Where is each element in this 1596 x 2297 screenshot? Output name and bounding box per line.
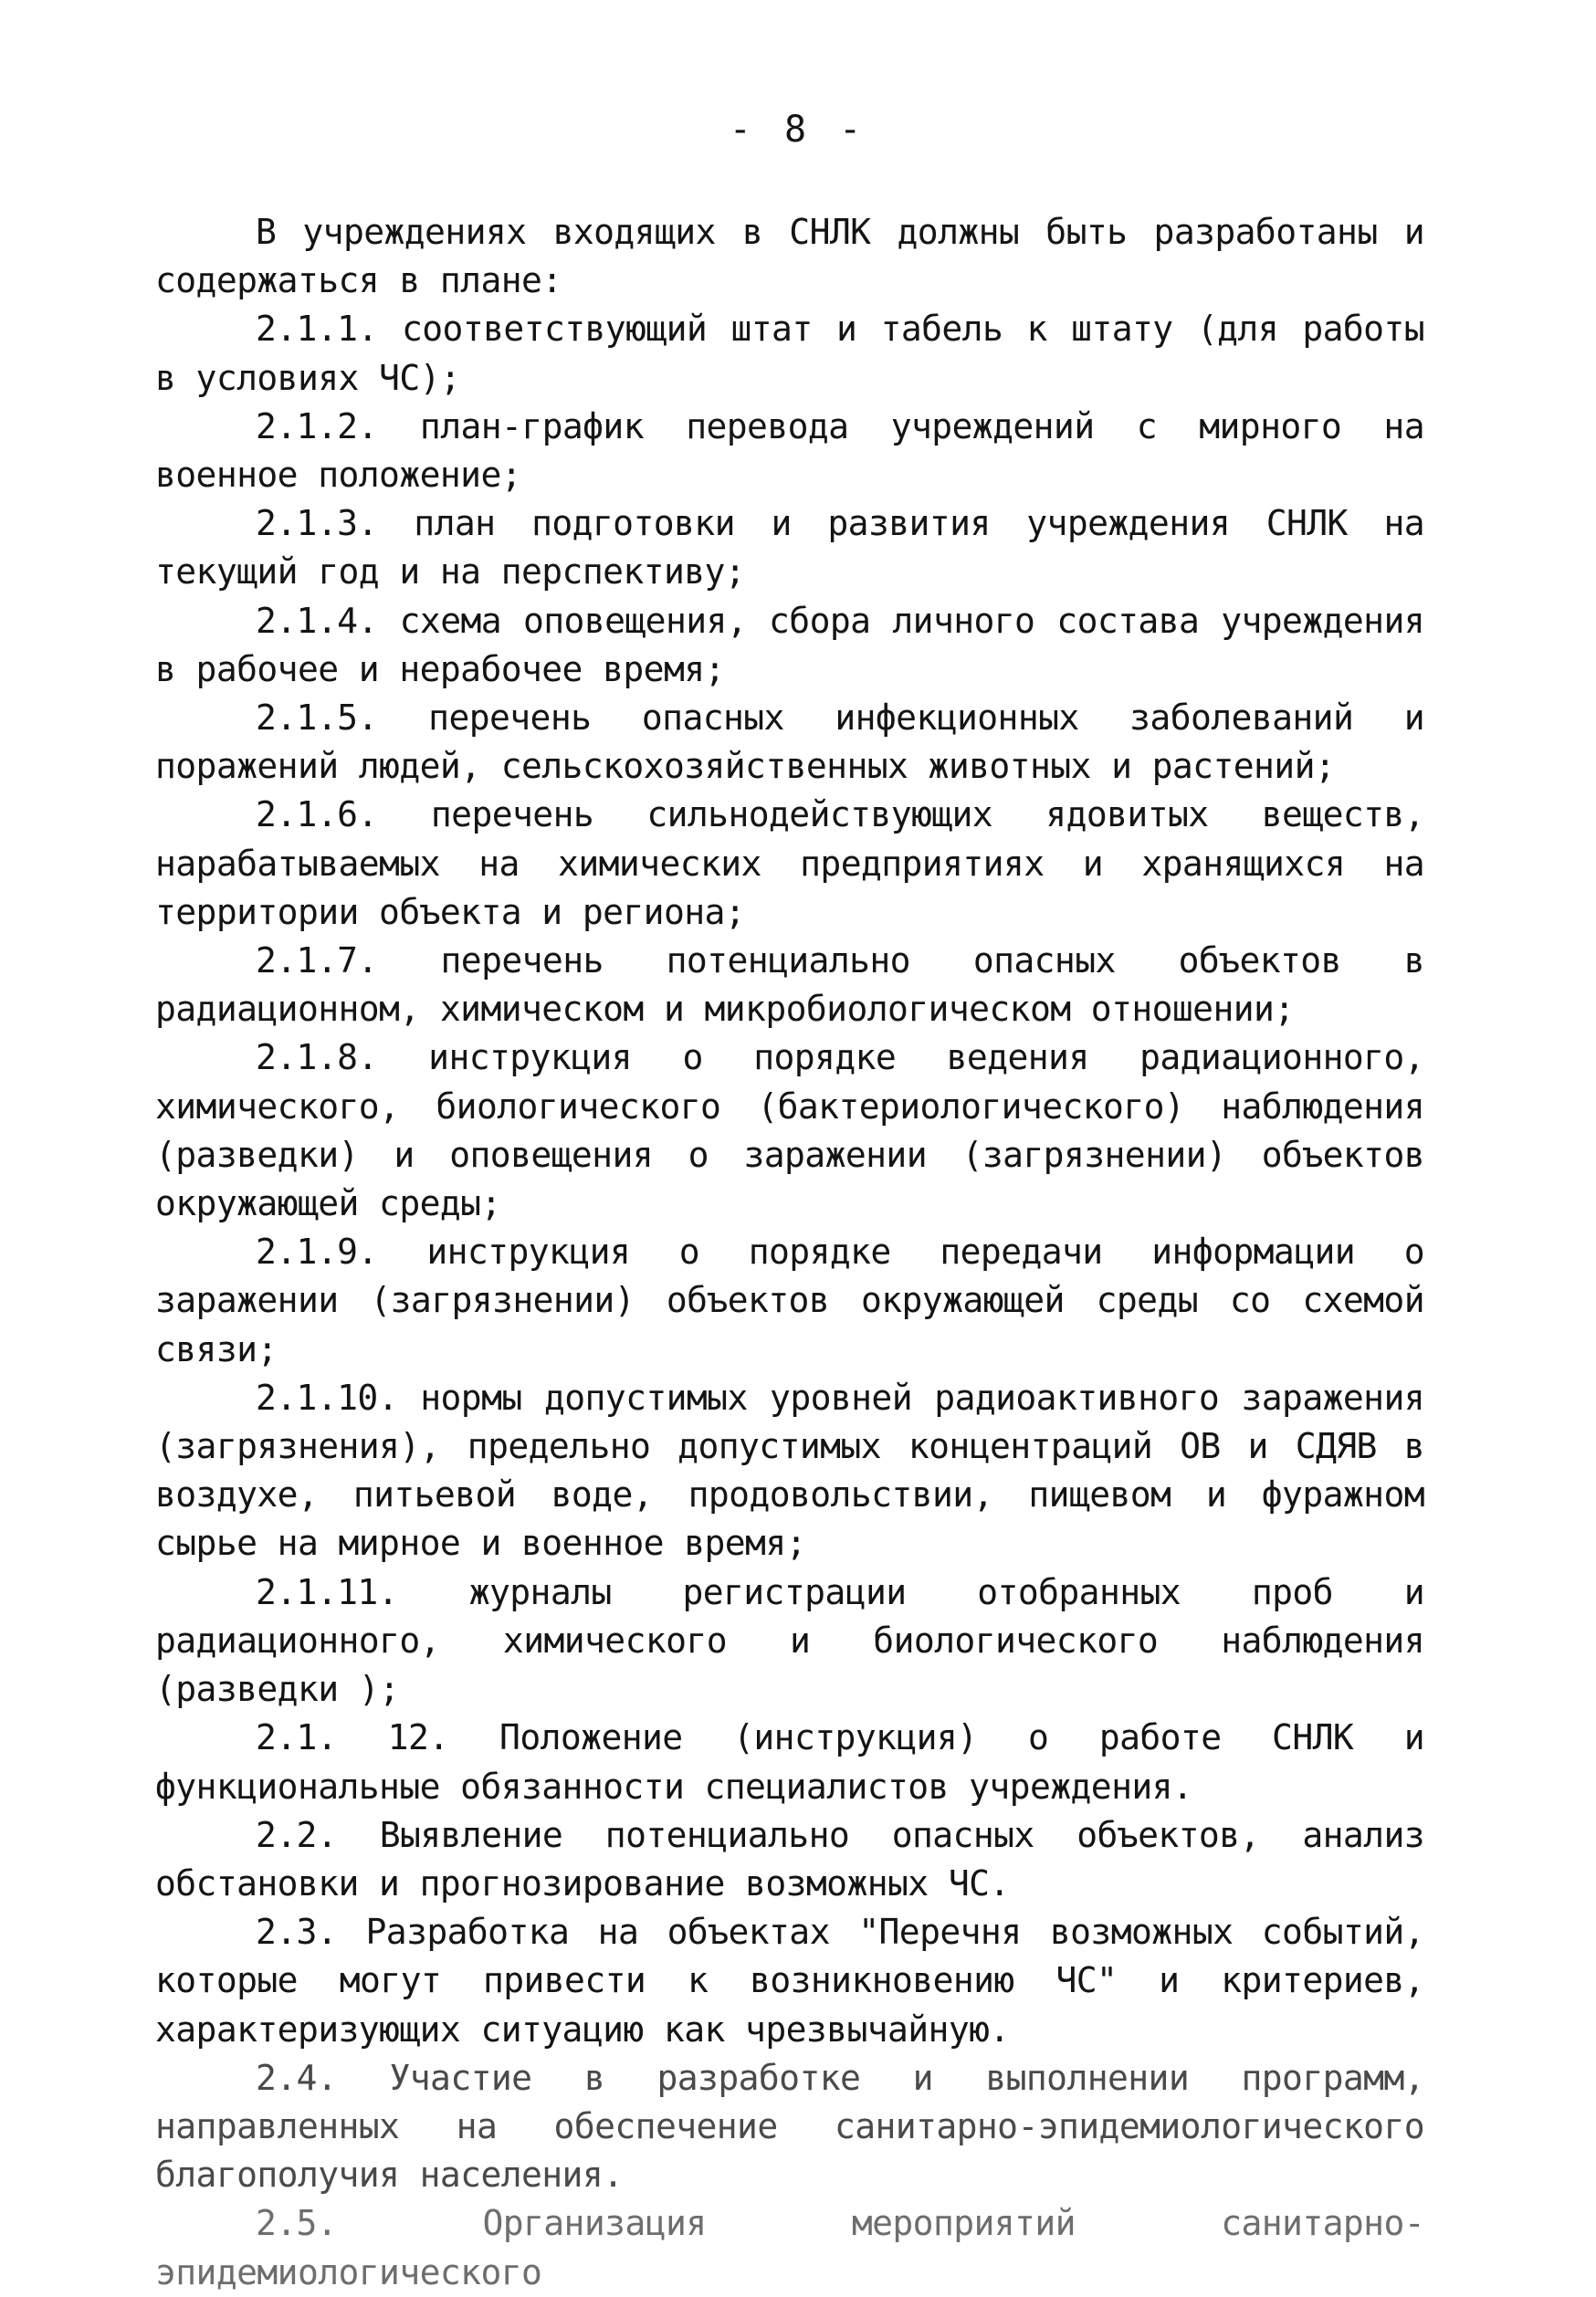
- page-number: - 8 -: [729, 109, 867, 151]
- paragraph-2-1-8: 2.1.8. инструкция о порядке ведения радиационного, химического, биологического (бактериологического) наблюдения (разведки) и оповещения о заражении (загрязнении) объектов окружающей среды;: [155, 1037, 1424, 1224]
- paragraph-intro: В учреждениях входящих в СНЛК должны быть разработаны и содержаться в плане:: [155, 212, 1424, 301]
- paragraph-2-5: 2.5. Организация мероприятий санитарно-эпидемиологического: [155, 2203, 1424, 2292]
- paragraph-2-1-11: 2.1.11. журналы регистрации отобранных проб и радиационного, химического и биологического наблюдения (разведки );: [155, 1571, 1424, 1710]
- paragraph-2-1-4: 2.1.4. схема оповещения, сбора личного состава учреждения в рабочее и нерабочее время;: [155, 600, 1424, 689]
- paragraph-2-1-1: 2.1.1. соответствующий штат и табель к штату (для работы в условиях ЧС);: [155, 309, 1424, 398]
- paragraph-2-1-7: 2.1.7. перечень потенциально опасных объектов в радиационном, химическом и микробиологическом отношении;: [155, 940, 1424, 1030]
- paragraph-2-1-5: 2.1.5. перечень опасных инфекционных заболеваний и поражений людей, сельскохозяйственных животных и растений;: [155, 697, 1424, 787]
- document-body: [155, 208, 1424, 2297]
- paragraph-2-3: 2.3. Разработка на объектах "Перечня возможных событий, которые могут привести к возникновению ЧС" и критериев, характеризующих ситуацию как чрезвычайную.: [155, 1912, 1424, 2050]
- paragraph-2-4: 2.4. Участие в разработке и выполнении программ, направленных на обеспечение санитарно-эпидемиологического благополучия населения.: [155, 2057, 1424, 2196]
- paragraph-2-1-12: 2.1. 12. Положение (инструкция) о работе СНЛК и функциональные обязанности специалистов учреждения.: [155, 1717, 1424, 1807]
- paragraph-2-1-6: 2.1.6. перечень сильнодействующих ядовитых веществ, нарабатываемых на химических предприятиях и хранящихся на территории объекта и региона;: [155, 794, 1424, 932]
- paragraph-2-1-9: 2.1.9. инструкция о порядке передачи информации о заражении (загрязнении) объектов окружающей среды со схемой связи;: [155, 1232, 1424, 1369]
- paragraph-2-1-2: 2.1.2. план-график перевода учреждений с мирного на военное положение;: [155, 405, 1424, 496]
- paragraph-2-1-10: 2.1.10. нормы допустимых уровней радиоактивного заражения (загрязнения), предельно допустимых концентраций ОВ и СДЯВ в воздухе, питьевой воде, продовольствии, пищевом и фуражном сырье на мирное и военное время;: [155, 1377, 1424, 1564]
- paragraph-2-1-3: 2.1.3. план подготовки и развития учреждения СНЛК на текущий год и на перспективу;: [155, 503, 1424, 593]
- paragraph-2-2: 2.2. Выявление потенциально опасных объектов, анализ обстановки и прогнозирование возможных ЧС.: [155, 1814, 1424, 1904]
